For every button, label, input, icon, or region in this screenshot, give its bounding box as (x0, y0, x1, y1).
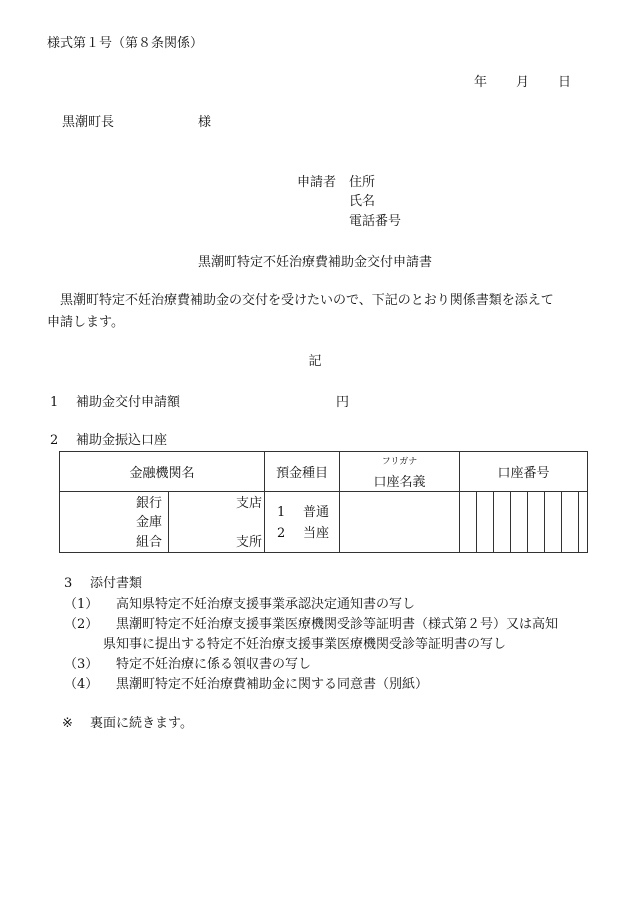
date-month: 月 (516, 75, 530, 90)
attachment-item-number: （4） (64, 677, 99, 692)
header-account-number: 口座番号 (460, 452, 588, 492)
deposit-option-ordinary[interactable]: 普通 (303, 505, 330, 520)
attachments-number: 3 (64, 576, 73, 591)
cell-account-digit[interactable] (528, 492, 545, 553)
header-furigana: フリガナ (381, 456, 418, 467)
deposit-option-2-number: 2 (277, 526, 286, 541)
header-account-name-label: 口座名義 (373, 474, 426, 490)
cell-account-digit[interactable] (511, 492, 528, 553)
ki-heading: 記 (308, 354, 322, 369)
attachment-item-number: （3） (64, 657, 99, 672)
attachment-item-text-continued: 県知事に提出する特定不妊治療支援事業医療機関受診等証明書の写し (103, 637, 507, 652)
applicant-phone-label: 電話番号 (349, 214, 402, 229)
cell-account-digit[interactable] (477, 492, 494, 553)
applicant-address-label: 住所 (349, 175, 376, 190)
form-number: 様式第１号（第８条関係） (47, 36, 204, 51)
applicant-label: 申請者 (297, 175, 337, 190)
cell-deposit-type[interactable] (265, 492, 340, 553)
attachment-item-number: （2） (64, 617, 99, 632)
cell-account-digit[interactable] (579, 492, 588, 553)
body-line-2: 申請します。 (47, 315, 124, 330)
attachment-item-text: 黒潮町特定不妊治療支援事業医療機関受診等証明書（様式第２号）又は高知 (116, 617, 559, 632)
addressee-honorific: 様 (198, 115, 212, 130)
table-body-row (60, 492, 588, 553)
cell-account-digit[interactable] (494, 492, 511, 553)
item-2-number: 2 (50, 433, 59, 448)
cell-branch[interactable] (169, 492, 265, 553)
attachment-item-text: 黒潮町特定不妊治療費補助金に関する同意書（別紙） (116, 677, 429, 692)
date-year: 年 (474, 75, 488, 90)
label-branch-shisho: 支所 (236, 535, 263, 550)
item-1-number: 1 (50, 395, 59, 410)
deposit-option-1-number: 1 (277, 505, 286, 520)
label-kumiai: 組合 (135, 535, 162, 550)
attachment-item-text: 高知県特定不妊治療支援事業承認決定通知書の写し (116, 597, 416, 612)
label-branch-shiten: 支店 (236, 496, 263, 511)
cell-account-digit[interactable] (545, 492, 562, 553)
label-bank: 銀行 (135, 496, 162, 511)
item-1-label: 補助金交付申請額 (76, 395, 181, 410)
applicant-name-label: 氏名 (349, 194, 376, 209)
cell-institution-type (60, 492, 169, 553)
item-2-label: 補助金振込口座 (76, 433, 168, 448)
addressee-name: 黒潮町長 (62, 115, 115, 130)
document-title: 黒潮町特定不妊治療費補助金交付申請書 (197, 255, 432, 270)
cell-account-name[interactable] (340, 492, 460, 553)
table-header-row (60, 452, 588, 492)
bank-account-table (59, 451, 588, 553)
cell-account-digit[interactable] (460, 492, 477, 553)
attachment-item-text: 特定不妊治療に係る領収書の写し (116, 657, 312, 672)
header-institution: 金融機関名 (60, 452, 265, 492)
cell-account-digit[interactable] (562, 492, 579, 553)
header-deposit-type: 預金種目 (265, 452, 340, 492)
date-day: 日 (558, 75, 572, 90)
note-text: 裏面に続きます。 (90, 716, 193, 731)
item-1-unit: 円 (336, 395, 350, 410)
deposit-option-current[interactable]: 当座 (303, 526, 330, 541)
attachment-item-number: （1） (64, 597, 99, 612)
label-shinkin: 金庫 (135, 515, 162, 530)
attachments-heading: 添付書類 (90, 576, 143, 591)
body-line-1: 黒潮町特定不妊治療費補助金の交付を受けたいので、下記のとおり関係書類を添えて (60, 293, 554, 308)
header-account-name (340, 452, 460, 492)
note-mark: ※ (62, 716, 73, 731)
